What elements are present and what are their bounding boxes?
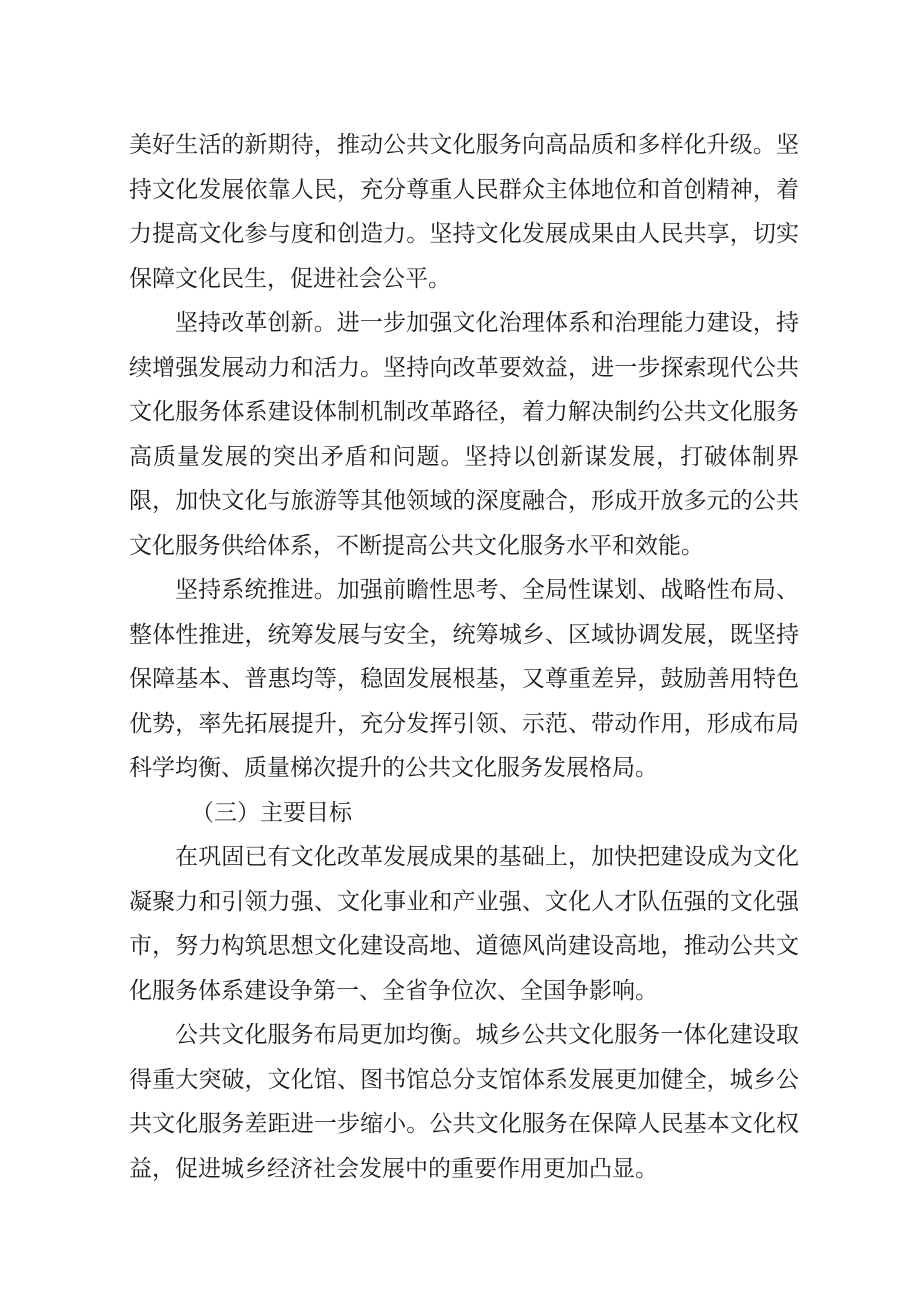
paragraph-reform-innovation: 坚持改革创新。进一步加强文化治理体系和治理能力建设，持续增强发展动力和活力。坚持向改革要效益，进一步探索现代公共文化服务体系建设体制机制改革路径，着力解决制约公共文化服务高质量发展的突出矛盾和问题。坚持以创新谋发展，打破体制界限，加快文化与旅游等其他领域的深度融合，形成开放多元的公共文化服务供给体系，不断提高公共文化服务水平和效能。 [129,310,799,559]
paragraph-continuation: 美好生活的新期待，推动公共文化服务向高品质和多样化升级。坚持文化发展依靠人民，充分尊重人民群众主体地位和首创精神，着力提高文化参与度和创造力。坚持文化发展成果由人民共享，切实保障文化民生，促进社会公平。 [129,132,799,292]
paragraph-main-goals: 在巩固已有文化改革发展成果的基础上，加快把建设成为文化凝聚力和引领力强、文化事业和产业强、文化人才队伍强的文化强市，努力构筑思想文化建设高地、道德风尚建设高地，推动公共文化服务体系建设争第一、全省争位次、全国争影响。 [129,844,799,1004]
document-body [129,123,799,1191]
paragraph-balanced-layout: 公共文化服务布局更加均衡。城乡公共文化服务一体化建设取得重大突破，文化馆、图书馆总分支馆体系发展更加健全，城乡公共文化服务差距进一步缩小。公共文化服务在保障人民基本文化权益，促进城乡经济社会发展中的重要作用更加凸显。 [129,1022,799,1182]
paragraph-systematic-advance: 坚持系统推进。加强前瞻性思考、全局性谋划、战略性布局、整体性推进，统筹发展与安全，统筹城乡、区域协调发展，既坚持保障基本、普惠均等，稳固发展根基，又尊重差异，鼓励善用特色优势，率先拓展提升，充分发挥引领、示范、带动作用，形成布局科学均衡、质量梯次提升的公共文化服务发展格局。 [129,577,799,781]
section-heading-main-goals: （三）主要目标 [191,799,352,826]
